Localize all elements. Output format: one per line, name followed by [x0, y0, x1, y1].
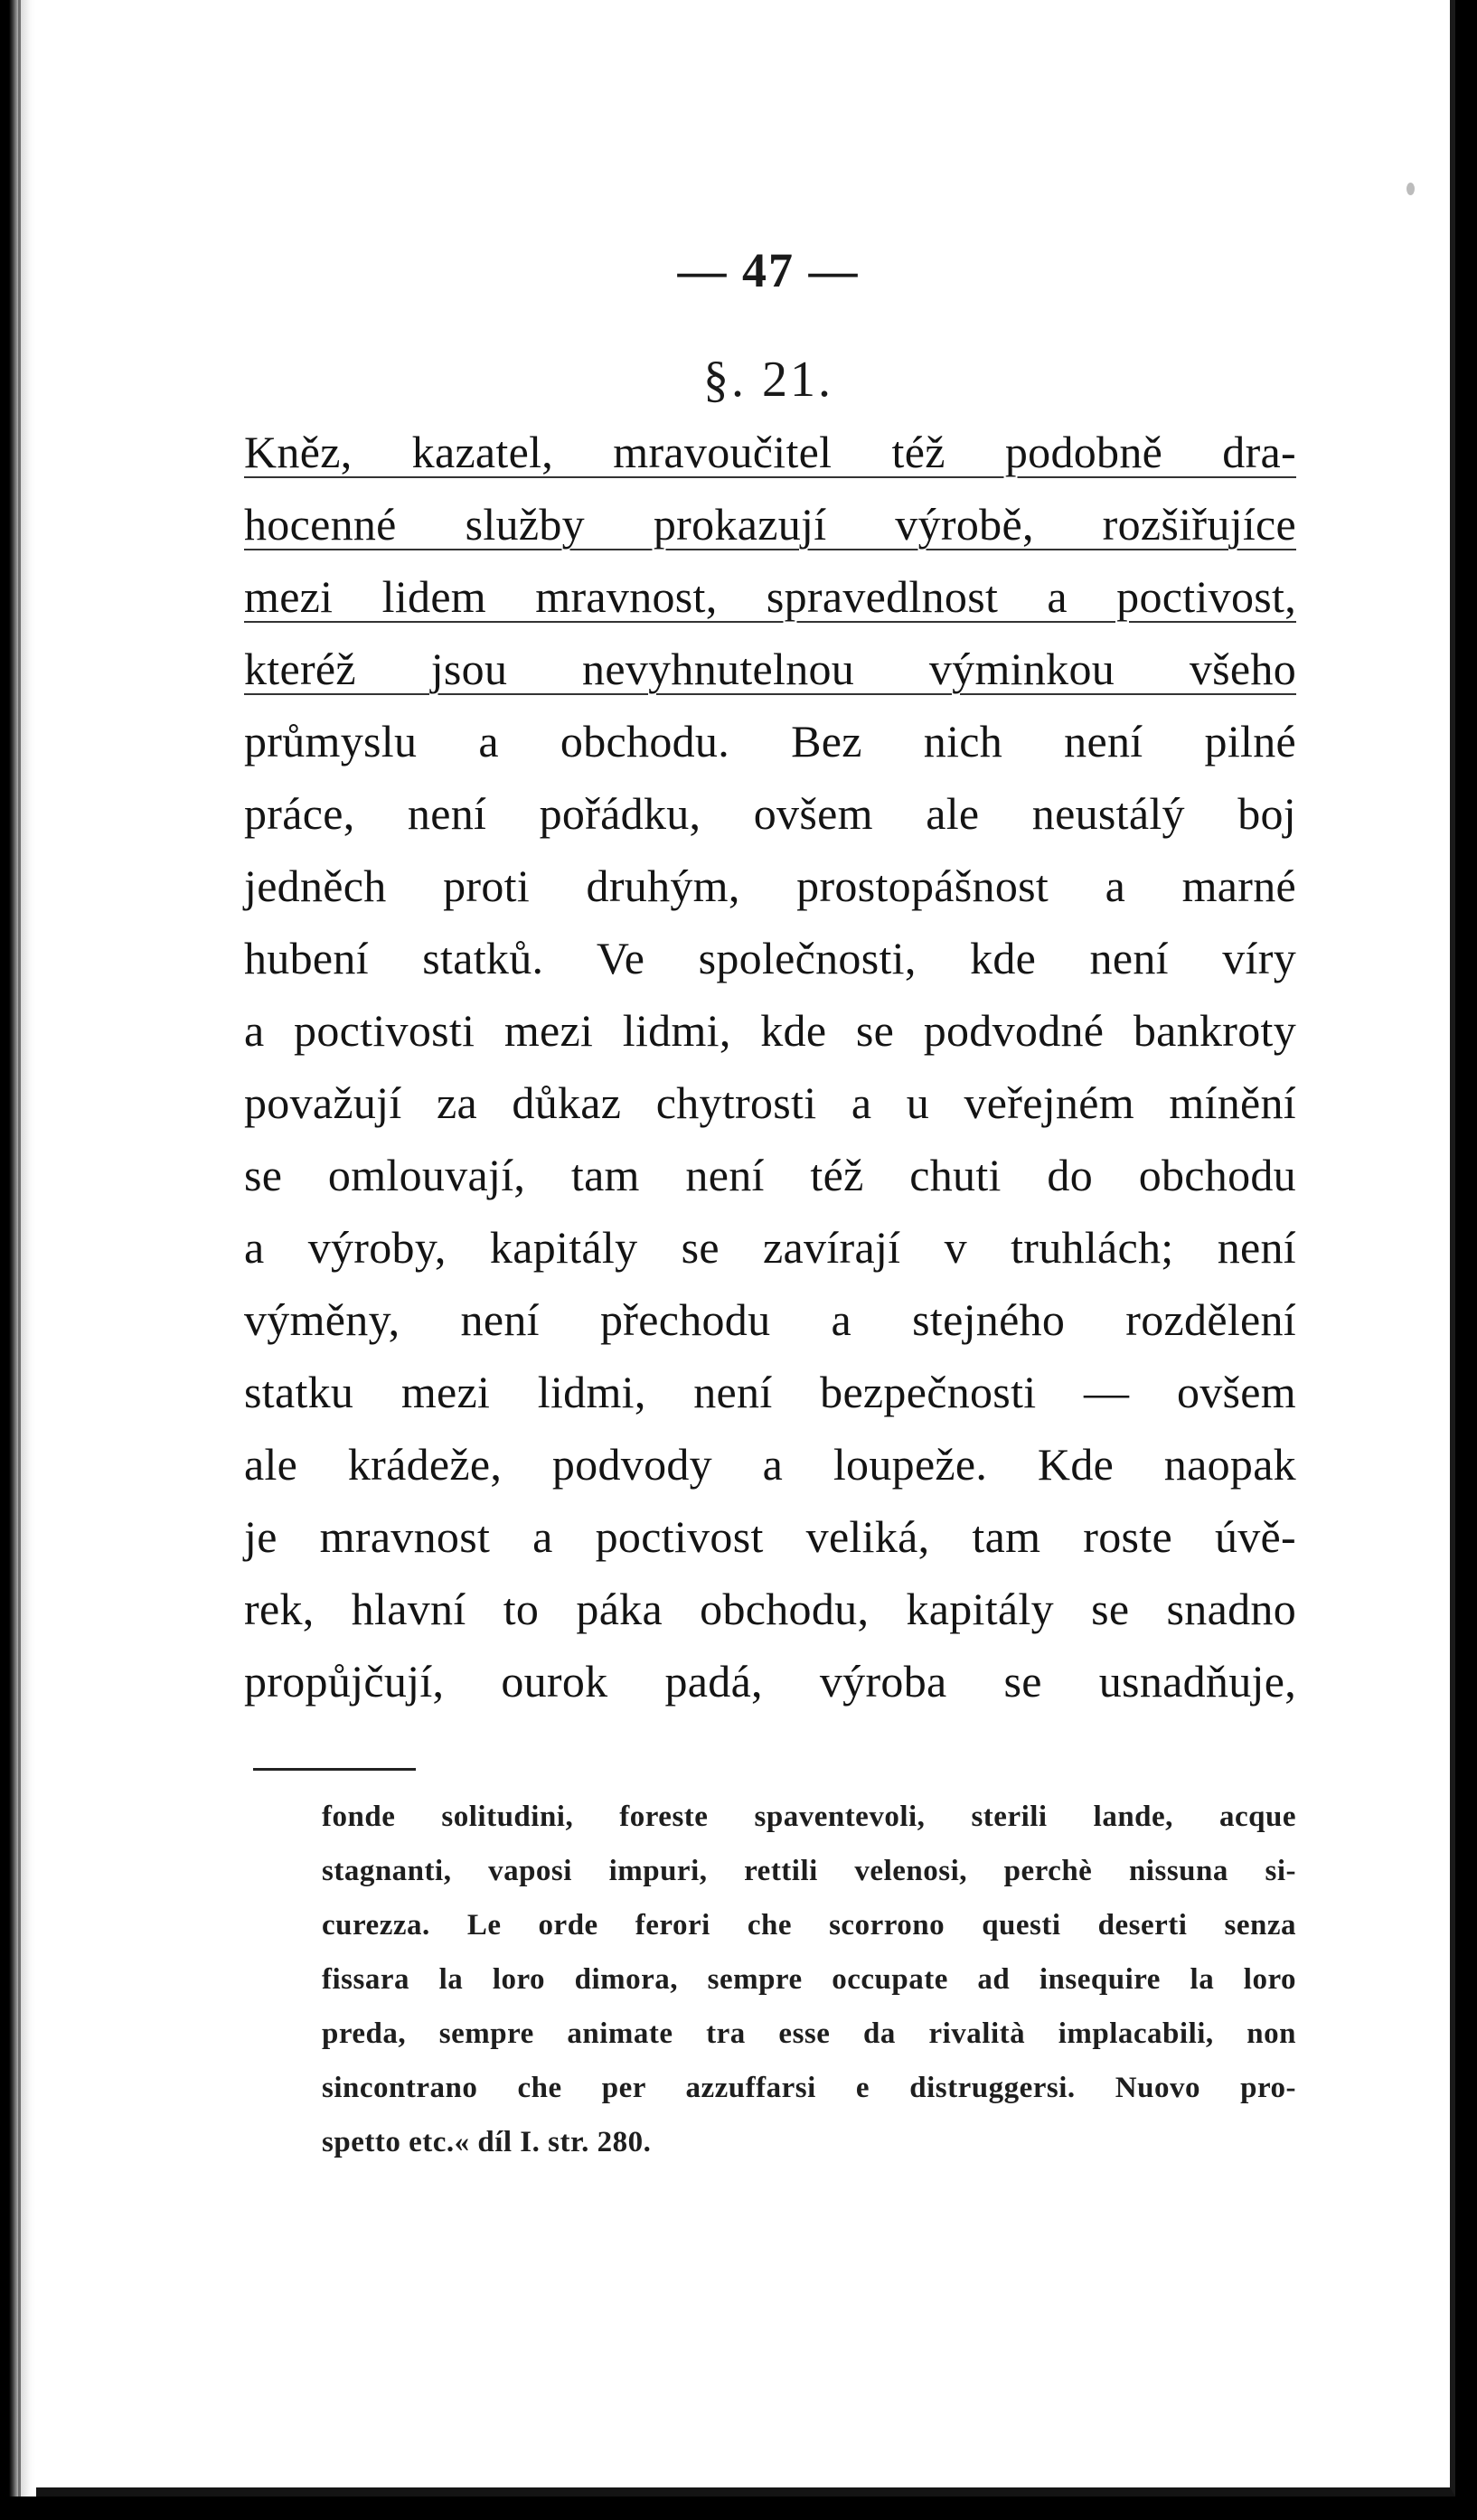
text-line: práce, není pořádku, ovšem ale neustálý boj — [244, 788, 1296, 839]
footnote-line: fissara la loro dimora, sempre occupate ad insequire la loro — [322, 1963, 1296, 1996]
footnote-line: stagnanti, vaposi impuri, rettili velenosi, perchè nissuna si- — [322, 1855, 1296, 1887]
text-line: rek, hlavní to páka obchodu, kapitály se snadno — [244, 1584, 1296, 1634]
text-line: je mravnost a poctivost veliká, tam roste úvě- — [244, 1511, 1296, 1562]
footnote-line: spetto etc.« díl I. str. 280. — [322, 2126, 652, 2158]
text-line: mezi lidem mravnost, spravedlnost a poctivost, — [244, 571, 1296, 622]
section-heading: §. 21. — [703, 352, 833, 408]
footnote-line: preda, sempre animate tra esse da rivalità implacabili, non — [322, 2017, 1296, 2050]
text-line: považují za důkaz chytrosti a u veřejném mínění — [244, 1077, 1296, 1128]
text-line: kteréž jsou nevyhnutelnou výminkou všeho — [244, 644, 1296, 694]
page-number: — 47 — — [677, 243, 860, 297]
page-edge-line — [18, 0, 21, 2496]
text-line: a výroby, kapitály se zavírají v truhlách; není — [244, 1222, 1296, 1273]
text-line: průmyslu a obchodu. Bez nich není pilné — [244, 716, 1296, 766]
text-line: statku mezi lidmi, není bezpečnosti — ovšem — [244, 1367, 1296, 1417]
text-line: ale krádeže, podvody a loupeže. Kde naopak — [244, 1439, 1296, 1490]
text-line: jedněch proti druhým, prostopášnost a marné — [244, 860, 1296, 911]
main-paragraph — [244, 416, 1296, 1717]
text-line: propůjčují, ourok padá, výroba se usnadňuje, — [244, 1656, 1296, 1707]
text-line: výměny, není přechodu a stejného rozdělení — [244, 1294, 1296, 1345]
text-line: Kněz, kazatel, mravoučitel též podobně dra- — [244, 427, 1296, 477]
footnote-line: sincontrano che per azzuffarsi e distruggersi. Nuovo pro- — [322, 2072, 1296, 2104]
text-line: hocenné služby prokazují výrobě, rozšiřujíce — [244, 499, 1296, 550]
text-line: a poctivosti mezi lidmi, kde se podvodné bankroty — [244, 1005, 1296, 1056]
text-line: se omlouvají, tam není též chuti do obchodu — [244, 1150, 1296, 1200]
footnote-line: curezza. Le orde ferori che scorrono questi deserti senza — [322, 1909, 1296, 1942]
text-line: hubení statků. Ve společnosti, kde není víry — [244, 933, 1296, 983]
footnote-line: fonde solitudini, foreste spaventevoli, sterili lande, acque — [322, 1801, 1296, 1833]
footnote — [322, 1790, 1296, 2169]
footnote-separator — [253, 1768, 416, 1771]
paper-speck — [1406, 183, 1415, 195]
